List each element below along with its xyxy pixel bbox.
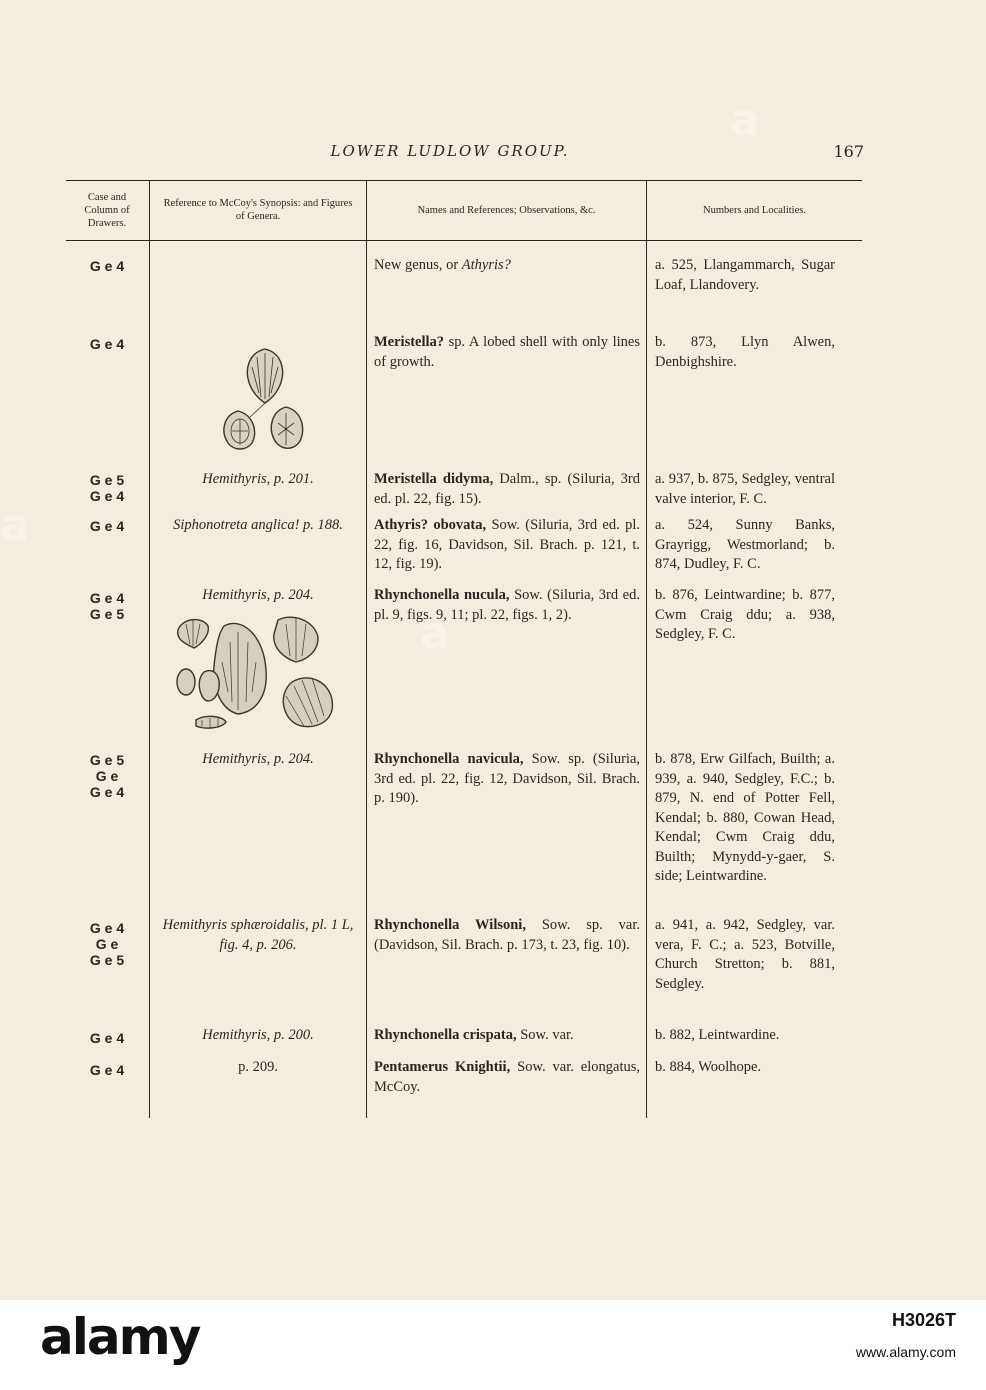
header-localities-text: Numbers and Localities. bbox=[703, 204, 806, 216]
row-1-name bbox=[374, 333, 640, 372]
row-7-localities: b. 882, Leintwardine. bbox=[655, 1027, 780, 1043]
image-id: H3026T bbox=[891, 1310, 956, 1330]
row-7-ref-text: Hemithyris, p. 200. bbox=[202, 1027, 314, 1043]
column-divider-1 bbox=[149, 180, 150, 1118]
header-reference bbox=[150, 180, 366, 240]
row-2-name bbox=[374, 470, 640, 509]
meristella-shell-figure bbox=[210, 345, 320, 455]
row-1-case: G e 4 bbox=[89, 336, 125, 352]
row-7-name-text: Sow. var. bbox=[516, 1027, 574, 1043]
row-2-case: G e 5 G e 4 bbox=[89, 472, 125, 504]
row-5-name-text: Sow. sp. (Siluria, 3rd ed. pl. 22, fig. 12, Davidson, Sil. Brach. p. 190). bbox=[374, 751, 640, 806]
row-8-ref: p. 209. bbox=[238, 1059, 278, 1075]
row-7-ref bbox=[154, 1026, 362, 1046]
row-2-name-bold: Meristella didyma, bbox=[374, 471, 494, 487]
row-0-name bbox=[374, 256, 640, 276]
row-3-ref bbox=[154, 516, 362, 536]
watermark-overlay: a bbox=[730, 95, 760, 146]
header-case-text: Case and Column of Drawers. bbox=[84, 191, 130, 229]
row-8-name bbox=[374, 1058, 640, 1097]
row-4-ref-text: Hemithyris, p. 204. bbox=[202, 587, 314, 603]
row-4-name bbox=[374, 586, 640, 625]
row-1-name-text: sp. A lobed shell with only lines of growth. bbox=[374, 334, 640, 370]
row-8-localities: b. 884, Woolhope. bbox=[655, 1059, 762, 1075]
row-4-localities: b. 876, Leintwardine; b. 877, Cwm Craig ddu; a. 938, Sedgley, F. C. bbox=[655, 587, 835, 642]
alamy-logo: alamy bbox=[40, 1308, 200, 1366]
column-divider-2 bbox=[366, 180, 367, 1118]
row-3-case: G e 4 bbox=[89, 518, 125, 534]
row-3-ref-text: Siphonotreta anglica! p. 188. bbox=[173, 517, 343, 533]
row-6-name-text: Sow. sp. var. (Davidson, Sil. Brach. p. 173, t. 23, fig. 10). bbox=[374, 917, 640, 953]
row-5-ref bbox=[154, 750, 362, 770]
column-divider-3 bbox=[646, 180, 647, 1118]
row-6-ref bbox=[154, 916, 362, 955]
header-case bbox=[66, 180, 148, 240]
row-4-case: G e 4 G e 5 bbox=[89, 590, 125, 622]
row-2-ref-text: Hemithyris, p. 201. bbox=[202, 471, 314, 487]
row-0-name-text: New genus, or bbox=[374, 257, 462, 273]
header-bottom-rule bbox=[66, 240, 862, 241]
watermark-overlay: a bbox=[420, 608, 450, 659]
row-7-case: G e 4 bbox=[89, 1030, 125, 1046]
row-6-ref-text: Hemithyris sphæroidalis, pl. 1 L, fig. 4, p. 206. bbox=[162, 917, 354, 953]
row-3-name-text: Sow. (Siluria, 3rd ed. pl. 22, fig. 16, Davidson, Sil. Brach. p. 121, t. 12, fig. 19). bbox=[374, 517, 640, 572]
row-4-name-text: Sow. (Siluria, 3rd ed. pl. 9, figs. 9, 11; pl. 22, figs. 1, 2). bbox=[374, 587, 640, 623]
row-5-case: G e 5 G e G e 4 bbox=[89, 752, 125, 800]
row-6-name bbox=[374, 916, 640, 955]
row-2-name-text: Dalm., sp. (Siluria, 3rd ed. pl. 22, fig. 15). bbox=[374, 471, 640, 507]
watermark-overlay: a bbox=[0, 500, 30, 551]
row-7-name-bold: Rhynchonella crispata, bbox=[374, 1027, 517, 1043]
row-0-case: G e 4 bbox=[89, 258, 125, 274]
row-7-name bbox=[374, 1026, 640, 1046]
site-url: www.alamy.com bbox=[855, 1344, 956, 1360]
row-5-ref-text: Hemithyris, p. 204. bbox=[202, 751, 314, 767]
page-title: LOWER LUDLOW GROUP. bbox=[330, 142, 570, 160]
row-6-case: G e 4 G e G e 5 bbox=[89, 920, 125, 968]
hemithyris-shell-figure bbox=[172, 612, 344, 736]
row-6-name-bold: Rhynchonella Wilsoni, bbox=[374, 917, 526, 933]
row-0-name-italic: Athyris? bbox=[461, 257, 511, 273]
row-3-name-bold: Athyris? obovata, bbox=[374, 517, 487, 533]
header-reference-text: Reference to McCoy's Synopsis: and Figures of Genera. bbox=[163, 198, 353, 222]
page-number: 167 bbox=[833, 142, 864, 161]
stock-photo-footer bbox=[0, 1300, 986, 1390]
row-5-name bbox=[374, 750, 640, 809]
row-4-ref bbox=[154, 586, 362, 606]
row-1-name-bold: Meristella? bbox=[374, 334, 445, 350]
row-8-name-bold: Pentamerus Knightii, bbox=[374, 1059, 511, 1075]
row-1-localities: b. 873, Llyn Alwen, Denbighshire. bbox=[655, 334, 835, 370]
row-2-ref bbox=[154, 470, 362, 490]
row-5-localities: b. 878, Erw Gilfach, Builth; a. 939, a. 940, Sedgley, F.C.; b. 879, N. end of Potter Fell, Kendal; b. 880, Cowan Head, Kendal; Cwm Craig ddu, Builth; Mynydd-y-gaer, S. side; Leintwardine. bbox=[655, 751, 835, 884]
header-names-text: Names and References; Observations, &c. bbox=[417, 204, 596, 216]
row-0-localities: a. 525, Llangammarch, Sugar Loaf, Llandovery. bbox=[655, 257, 835, 293]
row-8-case: G e 4 bbox=[89, 1062, 125, 1078]
row-3-name bbox=[374, 516, 640, 575]
row-6-localities: a. 941, a. 942, Sedgley, var. vera, F. C.; a. 523, Botville, Church Stretton; b. 881, Sedgley. bbox=[655, 917, 835, 992]
header-names bbox=[367, 180, 646, 240]
header-localities bbox=[647, 180, 862, 240]
row-8-name-text: Sow. var. elongatus, McCoy. bbox=[374, 1059, 640, 1095]
row-3-localities: a. 524, Sunny Banks, Grayrigg, Westmorland; b. 874, Dudley, F. C. bbox=[655, 517, 835, 572]
row-5-name-bold: Rhynchonella navicula, bbox=[374, 751, 524, 767]
row-2-localities: a. 937, b. 875, Sedgley, ventral valve interior, F. C. bbox=[655, 471, 835, 507]
row-4-name-bold: Rhynchonella nucula, bbox=[374, 587, 510, 603]
